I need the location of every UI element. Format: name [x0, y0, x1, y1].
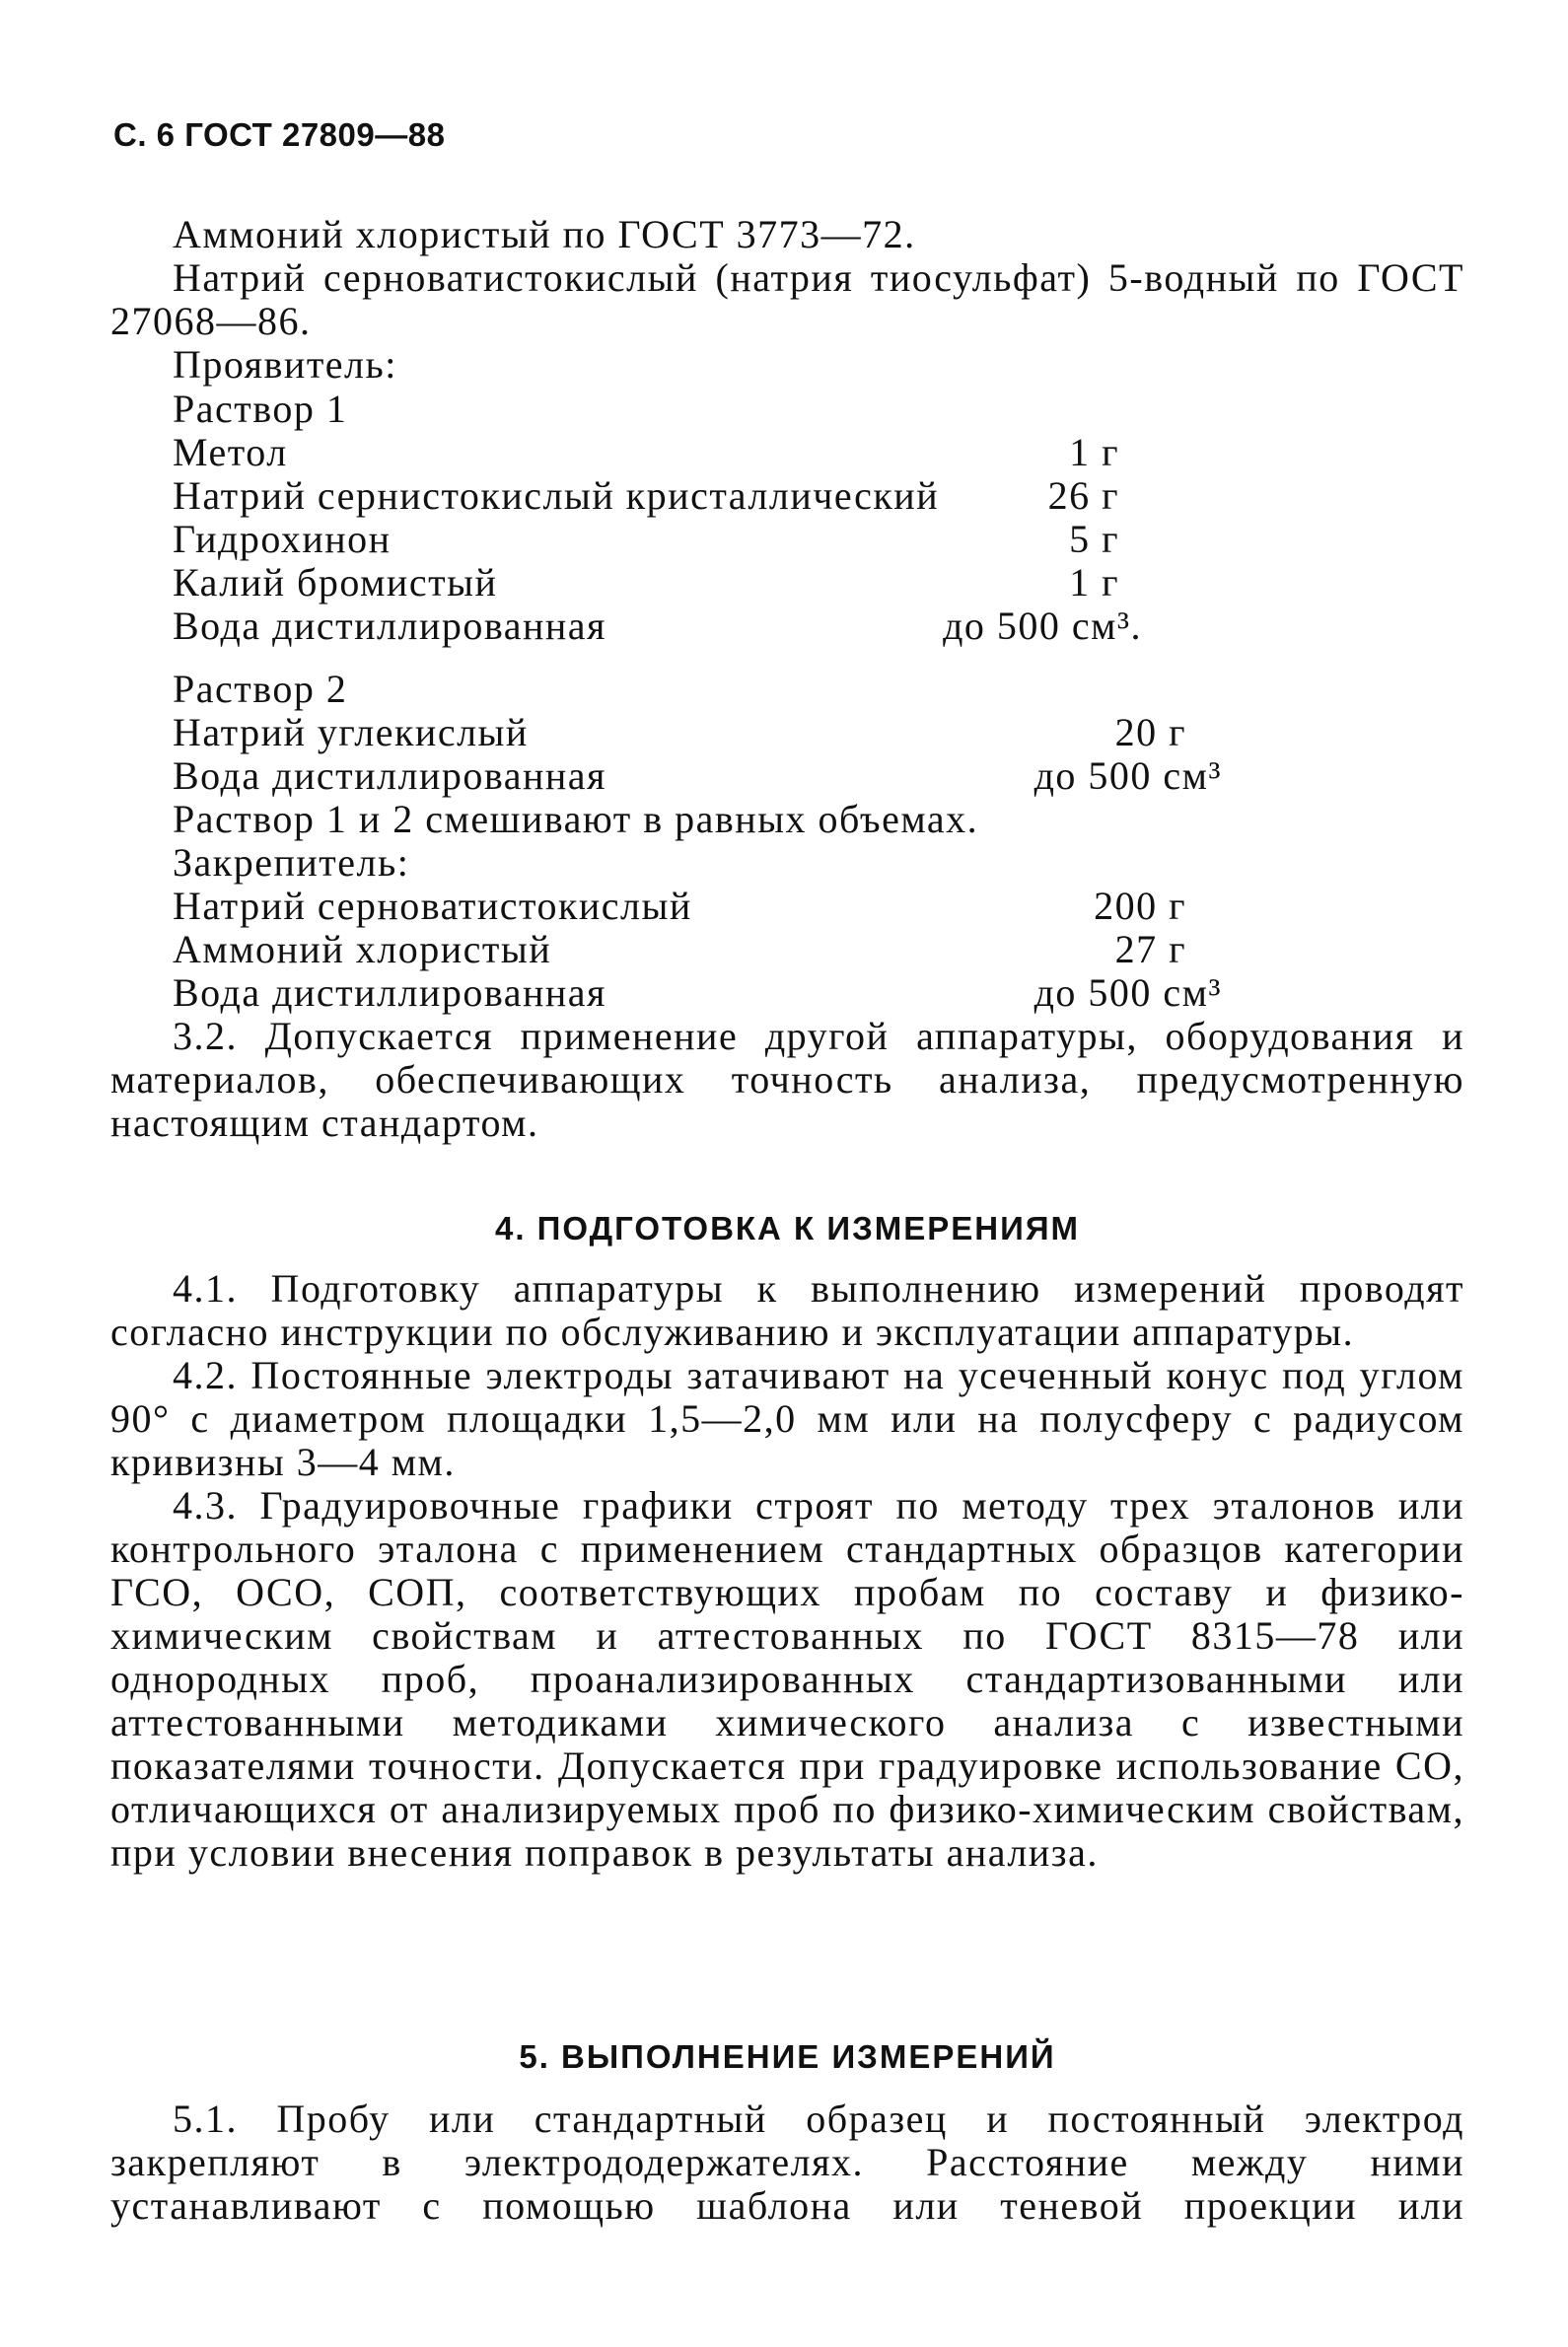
ingredient-name: Аммоний хлористый	[173, 927, 552, 971]
recipe-row	[110, 885, 1464, 928]
clause-4-1: 4.1. Подготовку аппаратуры к выполнению измерений проводят согласно инструкции по обслуживанию и эксплуатации аппаратуры.	[110, 1266, 1464, 1354]
clause-4-2: 4.2. Постоянные электроды затачивают на усеченный конус под углом 90° с диаметром площадки 1,5—2,0 мм или на полусферу с радиусом кривизны 3—4 мм.	[110, 1353, 1464, 1484]
recipe-row	[110, 474, 1464, 518]
solution1-title: Раствор 1	[173, 387, 348, 431]
ingredient-name: Вода дистиллированная	[173, 970, 606, 1015]
ammonium-chloride-line: Аммоний хлористый по ГОСТ 3773—72.	[173, 212, 916, 256]
mix-note: Раствор 1 и 2 смешивают в равных объемах.	[173, 797, 979, 841]
ingredient-qty: 200 г	[1094, 884, 1186, 928]
section5-heading-wrap	[110, 2035, 1464, 2079]
recipe-row	[110, 518, 1464, 561]
ingredient-name: Натрий сернистокислый кристаллический	[173, 473, 940, 518]
clause-4-3: 4.3. Градуировочные графики строят по методу трех эталонов или контрольного эталона с применением стандартных образцов категории ГСО, ОСО, СОП, соответствующих пробам по составу и физико-химическим свойствам и аттестованных по ГОСТ 8315—78 или однородных проб, проанализированных стандартизованными или аттестованными методиками химического анализа с известными показателями точности. Допускается при градуировке использование СО, отличающихся от анализируемых проб по физико-химическим свойствам, при условии внесения поправок в результаты анализа.	[110, 1483, 1464, 1875]
ingredient-qty: 1 г	[1069, 560, 1119, 605]
ingredient-name: Гидрохинон	[173, 517, 392, 561]
section4-heading-wrap	[110, 1207, 1464, 1250]
recipe-row	[110, 928, 1464, 971]
recipe-row	[110, 431, 1464, 474]
section5-heading: 5. ВЫПОЛНЕНИЕ ИЗМЕРЕНИЙ	[519, 2038, 1056, 2075]
solution2-block	[110, 668, 1464, 1145]
page-header: С. 6 ГОСТ 27809—88	[113, 116, 446, 153]
ingredient-name: Вода дистиллированная	[173, 753, 606, 798]
developer-title: Проявитель:	[173, 342, 397, 387]
ingredient-name: Натрий серноватистокислый	[173, 884, 692, 928]
ingredient-name: Вода дистиллированная	[173, 604, 606, 648]
ingredient-qty: 1 г	[1069, 430, 1119, 474]
ingredient-name: Натрий углекислый	[173, 710, 529, 754]
ingredient-qty: 26 г	[1047, 473, 1119, 518]
ingredient-name: Метол	[173, 430, 288, 474]
sodium-thiosulfate-paragraph: Натрий серноватистокислый (натрия тиосульфат) 5-водный по ГОСТ 27068—86.	[110, 255, 1464, 343]
recipe-row	[110, 971, 1464, 1015]
fixer-title: Закрепитель:	[173, 840, 410, 885]
clause-5-1: 5.1. Пробу или стандартный образец и постоянный электрод закрепляют в электрододержателях. Расстояние между ними устанавливают с помощью шаблона или теневой проекции или	[110, 2097, 1464, 2228]
ingredient-qty: 20 г	[1114, 710, 1186, 754]
section4-heading: 4. ПОДГОТОВКА К ИЗМЕРЕНИЯМ	[494, 1210, 1081, 1246]
section4-body	[110, 1267, 1464, 1875]
ingredient-qty: до 500 см³	[1033, 753, 1222, 798]
recipe-row	[110, 754, 1464, 798]
materials-block	[110, 213, 1464, 387]
solution2-title: Раствор 2	[173, 667, 348, 711]
ingredient-qty: до 500 см³.	[943, 604, 1142, 648]
solution1-block	[110, 388, 1464, 648]
ingredient-name: Калий бромистый	[173, 560, 498, 605]
clause-3-2: 3.2. Допускается применение другой аппаратуры, оборудования и материалов, обеспечивающих точность анализа, предусмотренную настоящим стандартом.	[110, 1014, 1464, 1145]
ingredient-qty: до 500 см³	[1033, 970, 1222, 1015]
recipe-row	[110, 711, 1464, 754]
ingredient-qty: 27 г	[1114, 927, 1186, 971]
recipe-row	[110, 561, 1464, 605]
recipe-row	[110, 605, 1464, 648]
section5-body	[110, 2098, 1464, 2228]
ingredient-qty: 5 г	[1069, 517, 1119, 561]
